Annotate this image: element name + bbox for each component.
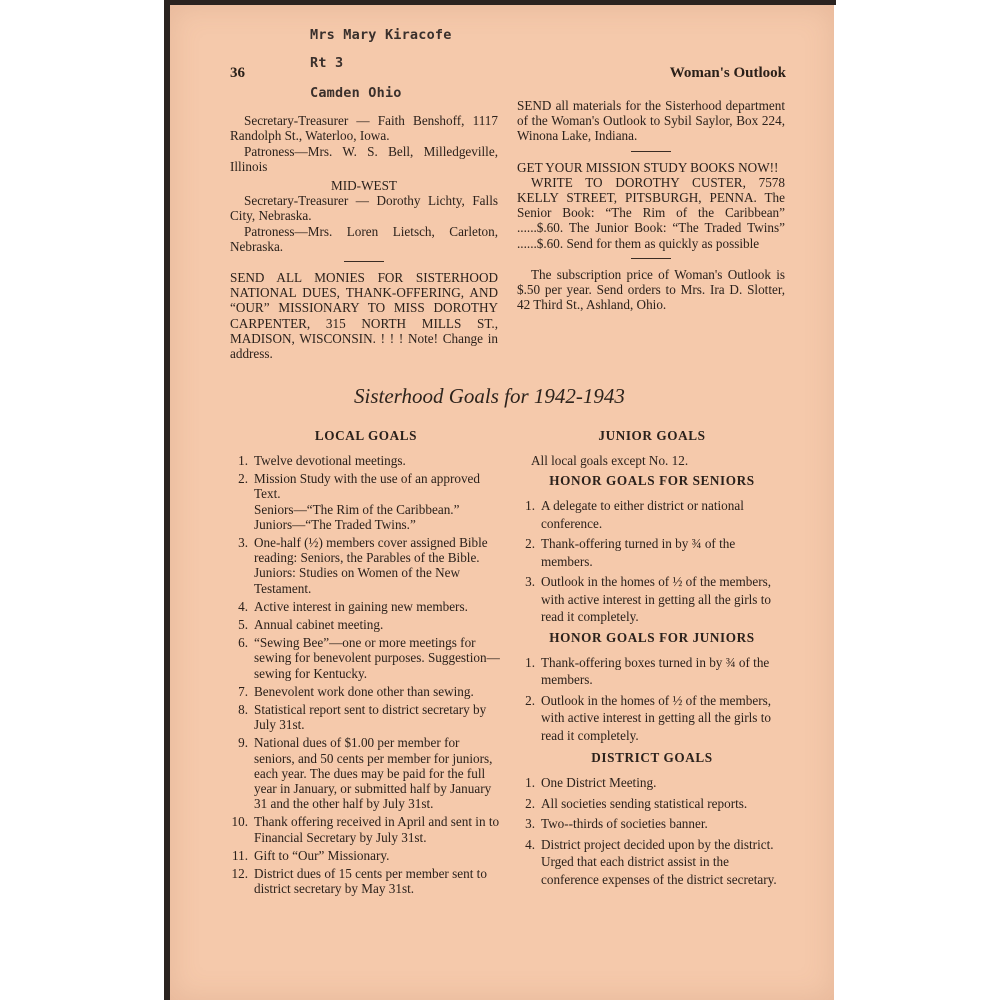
list-item: 4. District project decided upon by the district. Urged that each district assist in the conference expenses of the district secretary. xyxy=(525,836,777,887)
honor-juniors-heading: HONOR GOALS FOR JUNIORS xyxy=(549,629,755,645)
books-heading: GET YOUR MISSION STUDY BOOKS NOW!! xyxy=(517,159,779,175)
subscription-notice: The subscription price of Woman's Outlook is $.50 per year. Send orders to Mrs. Ira D. Slotter, 42 Third St., Ashland, Ohio. xyxy=(517,266,785,313)
list-item: 3. Two--thirds of societies banner. xyxy=(525,816,708,832)
divider xyxy=(344,261,384,262)
junior-goals-heading: JUNIOR GOALS xyxy=(598,428,706,443)
materials-notice: SEND all materials for the Sisterhood department of the Woman's Outlook to Sybil Saylor, Box 224, Winona Lake, Indiana. xyxy=(517,98,785,144)
local-goals-list xyxy=(230,453,502,896)
central-secretary: Secretary-Treasurer — Faith Benshoff, 1117 Randolph St., Waterloo, Iowa. xyxy=(230,113,498,144)
goals-title: Sisterhood Goals for 1942-1943 xyxy=(354,384,625,408)
district-goals-list xyxy=(517,774,787,888)
list-item: 1. Thank-offering boxes turned in by ¾ of the members. xyxy=(525,654,770,688)
list-item: 3. One-half (½) members cover assigned Bible reading: Seniors, the Parables of the Bible. Juniors: Studies on Women of the New Testament. xyxy=(238,535,488,596)
central-patroness: Patroness—Mrs. W. S. Bell, Milledgeville, Illinois xyxy=(230,143,498,174)
list-item: 2. Mission Study with the use of an approved Text. Seniors—“The Rim of the Caribbean.” Juniors—“The Traded Twins.” xyxy=(238,471,480,532)
midwest-patroness: Patroness—Mrs. Loren Lietsch, Carleton, Nebraska. xyxy=(230,223,498,254)
district-goals-heading: DISTRICT GOALS xyxy=(591,750,713,766)
document-page xyxy=(170,5,834,1000)
midwest-heading: MID-WEST xyxy=(331,178,397,194)
list-item: 12. District dues of 15 cents per member sent to district secretary by May 31st. xyxy=(231,866,487,897)
books-text: WRITE TO DOROTHY CUSTER, 7578 KELLY STREET, PITSBURGH, PENNA. The Senior Book: “The Rim of the Caribbean” ......$.60. The Junior Book: “The Traded Twins” ......$.60. Send for them as quickly as possible xyxy=(517,174,785,251)
list-item: 1. Twelve devotional meetings. xyxy=(238,453,406,468)
right-goals-section xyxy=(517,428,787,891)
list-item: 2. Outlook in the homes of ½ of the members, with active interest in getting all the girls to read it completely. xyxy=(525,692,772,743)
stamp-name: Mrs Mary Kiracofe xyxy=(310,27,452,43)
junior-goals-text: All local goals except No. 12. xyxy=(531,453,689,468)
list-item: 11. Gift to “Our” Missionary. xyxy=(232,847,390,863)
list-item: 2. Thank-offering turned in by ¾ of the members. xyxy=(525,536,736,569)
list-item: 5. Annual cabinet meeting. xyxy=(238,617,384,633)
list-item: 8. Statistical report sent to district secretary by July 31st. xyxy=(238,702,487,733)
local-goals-heading: LOCAL GOALS xyxy=(314,428,418,443)
divider xyxy=(631,151,671,152)
monies-notice: SEND ALL MONIES FOR SISTERHOOD NATIONAL DUES, THANK-OFFERING, AND “OUR” MISSIONARY TO MISS DOROTHY CARPENTER, 315 NORTH MILLS ST., MADISON, WISCONSIN. ! ! ! Note! Change in address. xyxy=(230,270,498,362)
divider xyxy=(631,258,671,259)
list-item: 4. Active interest in gaining new members. xyxy=(238,598,468,614)
left-column xyxy=(230,98,498,361)
right-column xyxy=(517,98,785,312)
stamp-route: Rt 3 xyxy=(310,55,344,71)
list-item: 7. Benevolent work done other than sewing. xyxy=(238,683,474,699)
list-item: 1. A delegate to either district or national conference. xyxy=(525,498,744,531)
midwest-secretary: Secretary-Treasurer — Dorothy Lichty, Falls City, Nebraska. xyxy=(230,193,498,224)
list-item: 9. National dues of $1.00 per member for seniors, and 50 cents per member for juniors, each year. The dues may be paid for the full year in January, or submitted half by January 31 and the other half by July 31st. xyxy=(238,735,493,812)
honor-seniors-list xyxy=(517,497,787,626)
list-item: 2. All societies sending statistical reports. xyxy=(525,795,748,811)
list-item: 10. Thank offering received in April and sent in to Financial Secretary by July 31st. xyxy=(231,814,500,845)
list-item: 6. “Sewing Bee”—one or more meetings for sewing for benevolent purposes. Suggestion—sewing for Kentucky. xyxy=(238,635,500,681)
honor-juniors-list xyxy=(517,654,787,745)
honor-seniors-heading: HONOR GOALS FOR SENIORS xyxy=(549,473,755,489)
stamp-city: Camden Ohio xyxy=(310,85,402,101)
local-goals-section xyxy=(230,428,502,899)
publication-title: Woman's Outlook xyxy=(669,65,786,81)
page-number: 36 xyxy=(230,65,245,81)
list-item: 1. One District Meeting. xyxy=(525,775,657,791)
list-item: 3. Outlook in the homes of ½ of the members, with active interest in getting all the girls to read it completely. xyxy=(525,574,772,625)
